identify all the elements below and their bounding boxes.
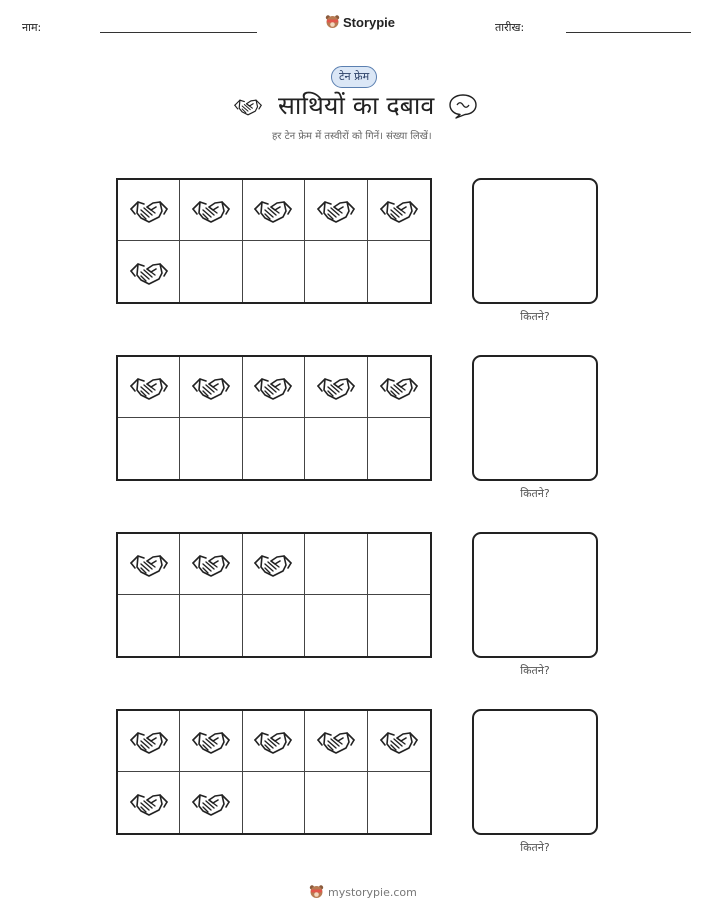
ten-frame-cell [118, 418, 180, 479]
handshake-icon [129, 195, 169, 225]
ten-frame-cell [180, 241, 242, 302]
ten-frame [116, 532, 432, 658]
handshake-icon [191, 726, 231, 756]
handshake-icon [253, 726, 293, 756]
ten-frame-cell [243, 595, 305, 656]
handshake-icon [191, 195, 231, 225]
handshake-icon [129, 788, 169, 818]
handshake-icon [129, 372, 169, 402]
ten-frame-cell [180, 180, 242, 241]
ten-frame-cell [243, 418, 305, 479]
ten-frame-cell [118, 772, 180, 833]
ten-frame-cell [305, 357, 367, 418]
topic-badge: टेन फ्रेम [331, 66, 377, 88]
ten-frame-cell [243, 711, 305, 772]
bear-mascot-icon [309, 884, 324, 900]
handshake-icon [379, 372, 419, 402]
ten-frame-cell [368, 772, 430, 833]
ten-frame-cell [368, 418, 430, 479]
ten-frame-cell [118, 357, 180, 418]
speech-bubble-icon [448, 93, 478, 119]
brand-logo [325, 14, 395, 30]
handshake-icon [253, 372, 293, 402]
ten-frame-cell [180, 711, 242, 772]
ten-frame [116, 709, 432, 835]
answer-box[interactable] [472, 355, 598, 481]
name-label: नाम: [22, 21, 42, 34]
worksheet-title: साथियों का दबाव [278, 91, 435, 120]
ten-frame-cell [368, 241, 430, 302]
ten-frame-cell [243, 357, 305, 418]
answer-prompt: कितने? [520, 841, 550, 854]
handshake-icon [129, 257, 169, 287]
handshake-icon [233, 95, 263, 117]
ten-frame-cell [118, 595, 180, 656]
answer-box[interactable] [472, 709, 598, 835]
ten-frame-cell [305, 534, 367, 595]
handshake-icon [253, 195, 293, 225]
ten-frame-cell [180, 418, 242, 479]
ten-frame-cell [180, 772, 242, 833]
ten-frame-cell [243, 180, 305, 241]
handshake-icon [379, 195, 419, 225]
ten-frame [116, 355, 432, 481]
date-label: तारीख: [495, 21, 525, 34]
brand-name: Storypie [343, 14, 396, 30]
ten-frame-cell [118, 180, 180, 241]
handshake-icon [316, 372, 356, 402]
handshake-icon [316, 726, 356, 756]
footer-site[interactable]: mystorypie.com [328, 885, 417, 899]
handshake-icon [191, 788, 231, 818]
handshake-icon [253, 549, 293, 579]
ten-frame-cell [243, 534, 305, 595]
answer-box[interactable] [472, 532, 598, 658]
ten-frame-cell [305, 418, 367, 479]
instructions: हर टेन फ्रेम में तस्वीरों को गिनें। संख्या लिखें। [272, 131, 432, 142]
handshake-icon [379, 726, 419, 756]
ten-frame-cell [368, 180, 430, 241]
name-line[interactable] [100, 32, 257, 33]
ten-frame-cell [243, 241, 305, 302]
ten-frame-cell [368, 711, 430, 772]
ten-frame-cell [243, 772, 305, 833]
ten-frame-cell [180, 595, 242, 656]
ten-frame-cell [305, 180, 367, 241]
handshake-icon [191, 549, 231, 579]
answer-prompt: कितने? [520, 664, 550, 677]
ten-frame-cell [368, 534, 430, 595]
ten-frame-cell [305, 772, 367, 833]
ten-frame-cell [180, 357, 242, 418]
ten-frame-cell [118, 534, 180, 595]
handshake-icon [316, 195, 356, 225]
date-line[interactable] [566, 32, 691, 33]
answer-box[interactable] [472, 178, 598, 304]
ten-frame [116, 178, 432, 304]
ten-frame-cell [118, 711, 180, 772]
handshake-icon [191, 372, 231, 402]
ten-frame-cell [305, 241, 367, 302]
footer [309, 884, 417, 900]
bear-mascot-icon [325, 14, 340, 30]
ten-frame-cell [305, 711, 367, 772]
answer-prompt: कितने? [520, 487, 550, 500]
answer-prompt: कितने? [520, 310, 550, 323]
ten-frame-cell [118, 241, 180, 302]
handshake-icon [129, 726, 169, 756]
ten-frame-cell [368, 357, 430, 418]
ten-frame-cell [180, 534, 242, 595]
handshake-icon [129, 549, 169, 579]
ten-frame-cell [368, 595, 430, 656]
ten-frame-cell [305, 595, 367, 656]
